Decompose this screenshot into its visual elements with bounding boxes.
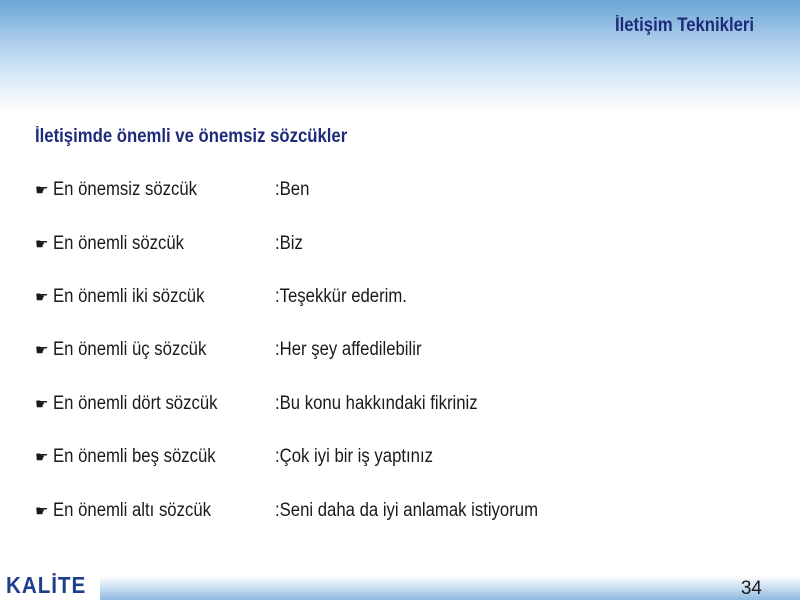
slide-header-title: İletişim Teknikleri (614, 15, 754, 36)
list-item-meaning: :Bu konu hakkındaki fikriniz (275, 393, 478, 414)
pointing-hand-icon: ☛ (35, 342, 49, 359)
list-item (35, 393, 735, 419)
footer-gradient-band (100, 576, 800, 600)
pointing-hand-icon: ☛ (35, 449, 49, 466)
list-item-term: En önemli sözcük (53, 233, 185, 254)
list-item-meaning: :Her şey affedilebilir (275, 339, 422, 360)
list-item-meaning: :Seni daha da iyi anlamak istiyorum (275, 500, 539, 521)
list-item-meaning: :Çok iyi bir iş yaptınız (275, 446, 433, 467)
pointing-hand-icon: ☛ (35, 396, 49, 413)
list-item-meaning: :Biz (275, 233, 303, 254)
list-item-term: En önemli altı sözcük (53, 500, 211, 521)
pointing-hand-icon: ☛ (35, 236, 49, 253)
list-item-term: En önemli dört sözcük (53, 393, 218, 414)
section-title: İletişimde önemli ve önemsiz sözcükler (35, 126, 348, 147)
list-item-meaning: :Teşekkür ederim. (275, 286, 407, 307)
list-item (35, 179, 735, 205)
list-item (35, 233, 735, 259)
list-item-meaning: :Ben (275, 179, 310, 200)
list-item-term: En önemli iki sözcük (53, 286, 205, 307)
list-item-term: En önemli beş sözcük (53, 446, 216, 467)
list-item (35, 446, 735, 472)
pointing-hand-icon: ☛ (35, 503, 49, 520)
pointing-hand-icon: ☛ (35, 289, 49, 306)
page-number: 34 (740, 578, 762, 599)
list-item-term: En önemsiz sözcük (53, 179, 198, 200)
list-item (35, 339, 735, 365)
list-item (35, 500, 735, 526)
list-item-term: En önemli üç sözcük (53, 339, 207, 360)
kalite-logo: KALİTE (6, 572, 96, 598)
list-item (35, 286, 735, 312)
pointing-hand-icon: ☛ (35, 182, 49, 199)
